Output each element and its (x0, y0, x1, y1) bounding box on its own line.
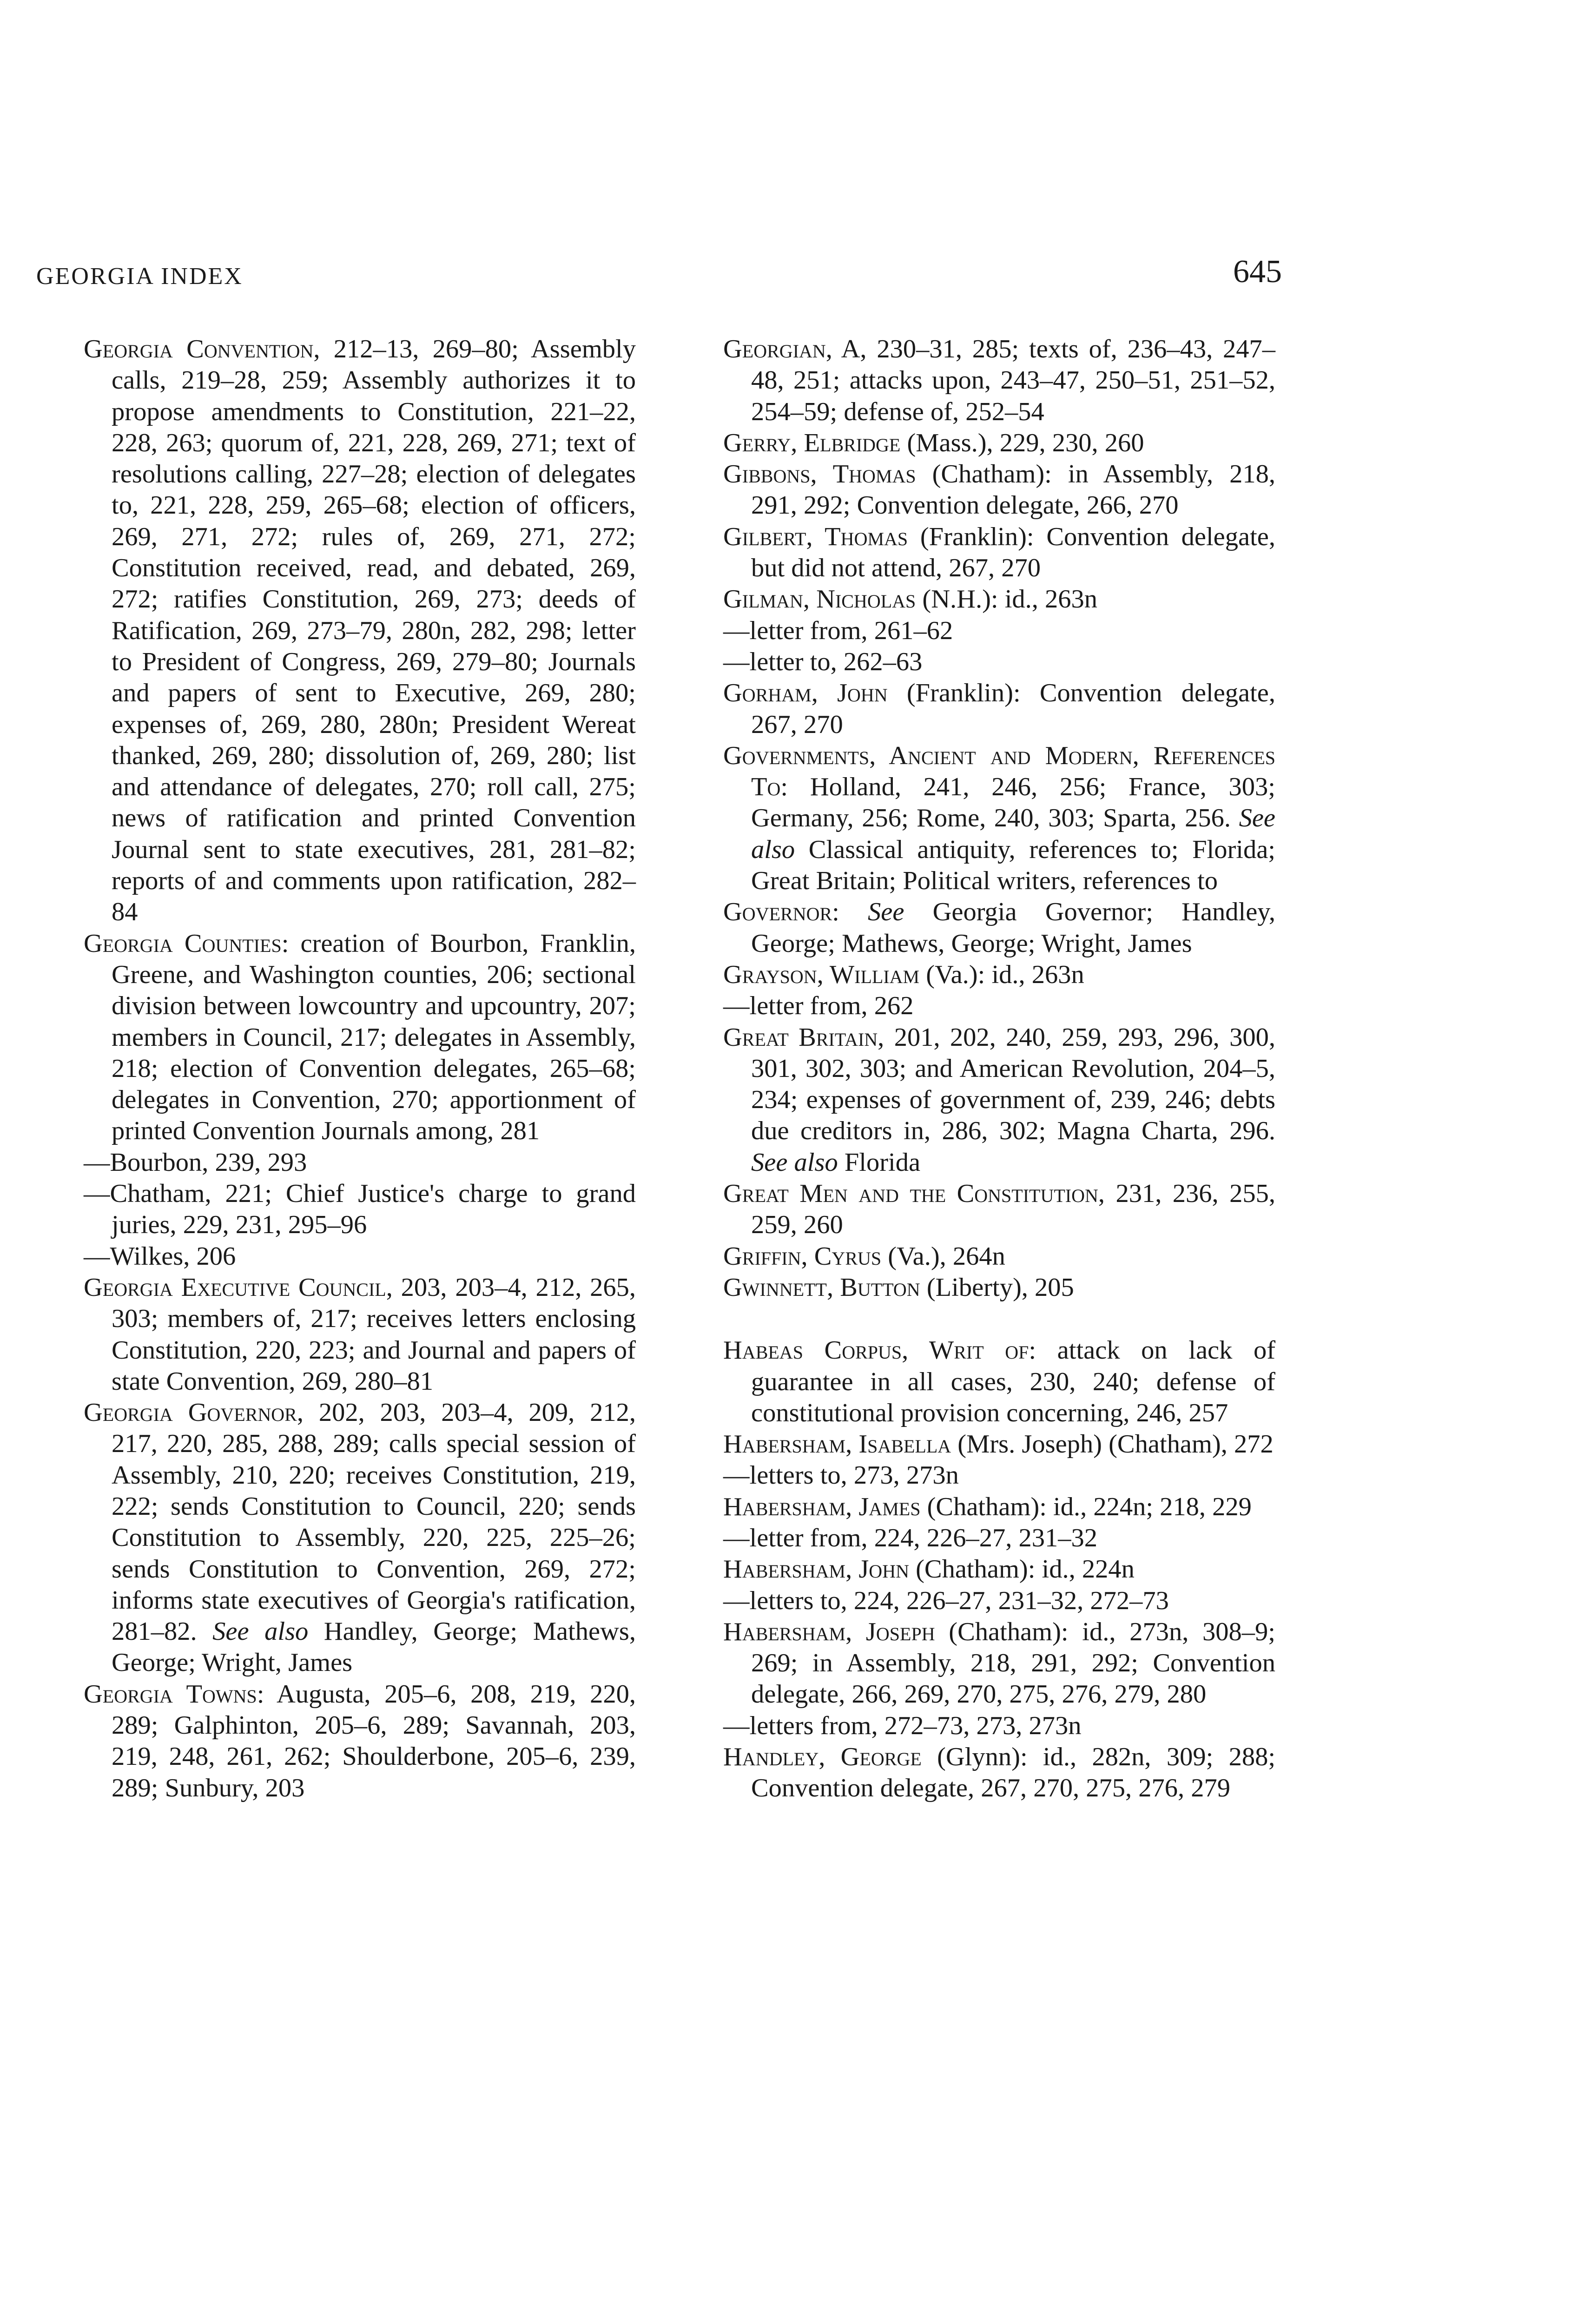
index-entry (84, 1272, 636, 1397)
entry-text: (Chatham): in Assembly, 218, 291, 292; Convention delegate, 266, 270 (751, 460, 1275, 520)
entry-text: (Mrs. Joseph) (Chatham), 272 (957, 1430, 1274, 1459)
entry-heading: Handley, George (723, 1743, 922, 1772)
entry-heading: Great Men and the Constitution, (723, 1179, 1105, 1208)
entry-text: (Liberty), 205 (926, 1273, 1074, 1302)
index-entry (723, 1617, 1275, 1710)
entry-text: creation of Bourbon, Franklin, Greene, and Washington counties, 206; sectional division between lowcountry and upcountry, 207; members in Council, 217; delegates in Assembly, 218; election of Convention delegates, 265–68; delegates in Convention, 270; apportionment of printed Convention Journals among, 281 (112, 929, 636, 1146)
entry-text: attack on lack of guarantee in all cases, 230, 240; defense of constitutional provision concerning, 246, 257 (751, 1336, 1276, 1427)
index-entry (723, 897, 1275, 959)
entry-heading: Great Britain, (723, 1023, 884, 1052)
entry-heading: Georgia Governor, (84, 1398, 304, 1427)
index-subentry (723, 990, 1275, 1022)
index-entry (723, 959, 1275, 990)
index-entry (723, 678, 1275, 740)
entry-text: (Va.): id., 263n (926, 960, 1084, 989)
see-also-label: See also (212, 1617, 309, 1646)
see-also-text: Classical antiquity, references to; Florida; Great Britain; Political writers, references to (751, 835, 1275, 896)
entry-heading: Griffin, Cyrus (723, 1241, 882, 1271)
entry-text: —letters to, 224, 226–27, 231–32, 272–73 (723, 1586, 1169, 1615)
entry-text: (Mass.), 229, 230, 260 (907, 428, 1144, 457)
index-subentry (723, 1523, 1275, 1554)
entry-text: 203, 203–4, 212, 265, 303; members of, 217; receives letters enclosing Constitution, 220, 223; and Journal and papers of state Convention, 269, 280–81 (112, 1273, 636, 1396)
entry-text: —Bourbon, 239, 293 (84, 1148, 307, 1177)
entry-text: —letters from, 272–73, 273, 273n (723, 1711, 1082, 1740)
entry-text: —Chatham, 221; Chief Justice's charge to grand juries, 229, 231, 295–96 (84, 1179, 636, 1240)
entry-text: —letter from, 224, 226–27, 231–32 (723, 1523, 1098, 1552)
page-number: 645 (1233, 254, 1282, 290)
entry-heading: Gorham, John (723, 679, 888, 708)
index-entry (723, 334, 1275, 428)
entry-heading: Gilbert, Thomas (723, 522, 908, 551)
index-subentry (723, 1460, 1275, 1491)
index-entry (84, 928, 636, 1147)
see-also-label: See also (751, 804, 1275, 864)
index-subentry (723, 1585, 1275, 1617)
index-entry (723, 428, 1275, 459)
entry-text: —letter from, 261–62 (723, 616, 953, 645)
see-also-label: See also (751, 1148, 838, 1177)
see-also-text: Handley, George; Mathews, George; Wright, James (112, 1617, 636, 1677)
index-entry (723, 584, 1275, 615)
entry-text: —letter from, 262 (723, 991, 914, 1021)
entry-text: (Franklin): Convention delegate, 267, 270 (751, 679, 1276, 739)
entry-heading: Grayson, William (723, 960, 920, 989)
index-entry (84, 1397, 636, 1679)
entry-heading: Gibbons, Thomas (723, 460, 916, 489)
entry-text: (Chatham): id., 224n; 218, 229 (927, 1492, 1252, 1521)
entry-heading: Governor: (723, 898, 839, 927)
entry-heading: Gilman, Nicholas (723, 585, 916, 614)
index-entry (723, 1429, 1275, 1460)
entry-text: (Franklin): Convention delegate, but did not attend, 267, 270 (751, 522, 1275, 583)
index-subentry (84, 1178, 636, 1241)
entry-heading: Governments, Ancient and Modern, References To: (723, 741, 1275, 802)
entry-text: —letter to, 262–63 (723, 647, 923, 676)
index-subentry (84, 1241, 636, 1272)
entry-text: 231, 236, 255, 259, 260 (751, 1179, 1275, 1240)
entry-text: 212–13, 269–80; Assembly calls, 219–28, 259; Assembly authorizes it to propose amendments to Constitution, 221–22, 228, 263; quorum of, 221, 228, 269, 271; text of resolutions calling, 227–28; election of delegates to, 221, 228, 259, 265–68; election of officers, 269, 271, 272; rules of, 269, 271, 272; Constitution received, read, and debated, 269, 272; ratifies Constitution, 269, 273; deeds of Ratification, 269, 273–79, 280n, 282, 298; letter to President of Congress, 269, 279–80; Journals and papers of sent to Executive, 269, 280; expenses of, 269, 280, 280n; President Wereat thanked, 269, 280; dissolution of, 269, 280; list and attendance of delegates, 270; roll call, 275; news of ratification and printed Convention Journal sent to state executives, 281, 281–82; reports of and comments upon ratification, 282–84 (112, 335, 636, 927)
index-subentry (723, 1710, 1275, 1742)
index-entry (723, 740, 1275, 897)
index-column-right (723, 334, 1275, 1804)
index-entry (723, 459, 1275, 522)
index-entry (723, 522, 1275, 584)
index-entry (723, 1554, 1275, 1585)
index-entry (723, 1742, 1275, 1804)
entry-heading: Georgia Executive Council, (84, 1273, 393, 1302)
entry-text: Holland, 241, 246, 256; France, 303; Germany, 256; Rome, 240, 303; Sparta, 256. (751, 772, 1276, 833)
see-also-text: Georgia Governor; Handley, George; Mathews, George; Wright, James (751, 898, 1276, 958)
see-also-text: Florida (844, 1148, 921, 1177)
entry-heading: Habersham, James (723, 1492, 921, 1521)
index-subentry (723, 647, 1275, 678)
entry-heading: Georgian, (723, 335, 832, 363)
index-column-left (84, 334, 636, 1804)
entry-text: (Va.), 264n (888, 1241, 1005, 1271)
index-entry (723, 1241, 1275, 1272)
index-entry (723, 1272, 1275, 1303)
entry-heading: Habersham, John (723, 1555, 909, 1584)
entry-heading: Gerry, Elbridge (723, 428, 901, 457)
running-head: GEORGIA INDEX (36, 263, 243, 290)
see-also-label: See (868, 898, 904, 927)
entry-text: 201, 202, 240, 259, 293, 296, 300, 301, 302, 303; and American Revolution, 204–5, 234; expenses of government of, 239, 246; debts due creditors in, 286, 302; Magna Charta, 296. (751, 1023, 1276, 1146)
entry-text: (Chatham): id., 224n (916, 1555, 1135, 1584)
index-entry (84, 1679, 636, 1804)
entry-text: A, 230–31, 285; texts of, 236–43, 247–48, 251; attacks upon, 243–47, 250–51, 251–52, 254–59; defense of, 252–54 (751, 335, 1275, 426)
index-subentry (723, 615, 1275, 647)
index-entry (723, 1492, 1275, 1523)
entry-heading: Habeas Corpus, Writ of: (723, 1336, 1036, 1365)
index-entry (84, 334, 636, 928)
entry-text: 202, 203, 203–4, 209, 212, 217, 220, 285, 288, 289; calls special session of Assembly, 210, 220; receives Constitution, 219, 222; sends Constitution to Council, 220; sends Constitution to Assembly, 220, 225, 225–26; sends Constitution to Convention, 269, 272; informs state executives of Georgia's ratification, 281–82. (112, 1398, 636, 1646)
entry-heading: Habersham, Isabella (723, 1430, 951, 1459)
entry-text: —letters to, 273, 273n (723, 1461, 959, 1490)
section-gap (723, 1303, 1275, 1335)
page-header (36, 253, 1282, 290)
entry-heading: Georgia Towns: (84, 1679, 264, 1709)
entry-text: Augusta, 205–6, 208, 219, 220, 289; Galphinton, 205–6, 289; Savannah, 203, 219, 248, 261, 262; Shoulderbone, 205–6, 239, 289; Sunbury, 203 (112, 1679, 636, 1802)
entry-heading: Habersham, Joseph (723, 1617, 935, 1646)
entry-heading: Gwinnett, Button (723, 1273, 920, 1302)
entry-text: —Wilkes, 206 (84, 1241, 236, 1271)
entry-text: (Chatham): id., 273n, 308–9; 269; in Assembly, 218, 291, 292; Convention delegate, 266, 269, 270, 275, 276, 279, 280 (751, 1617, 1275, 1709)
entry-text: (Glynn): id., 282n, 309; 288; Convention delegate, 267, 270, 275, 276, 279 (751, 1743, 1276, 1803)
entry-heading: Georgia Convention, (84, 335, 320, 363)
index-entry (723, 1178, 1275, 1241)
index-entry (723, 1022, 1275, 1178)
entry-heading: Georgia Counties: (84, 929, 289, 958)
index-subentry (84, 1147, 636, 1178)
entry-text: (N.H.): id., 263n (922, 585, 1098, 614)
index-entry (723, 1335, 1275, 1429)
